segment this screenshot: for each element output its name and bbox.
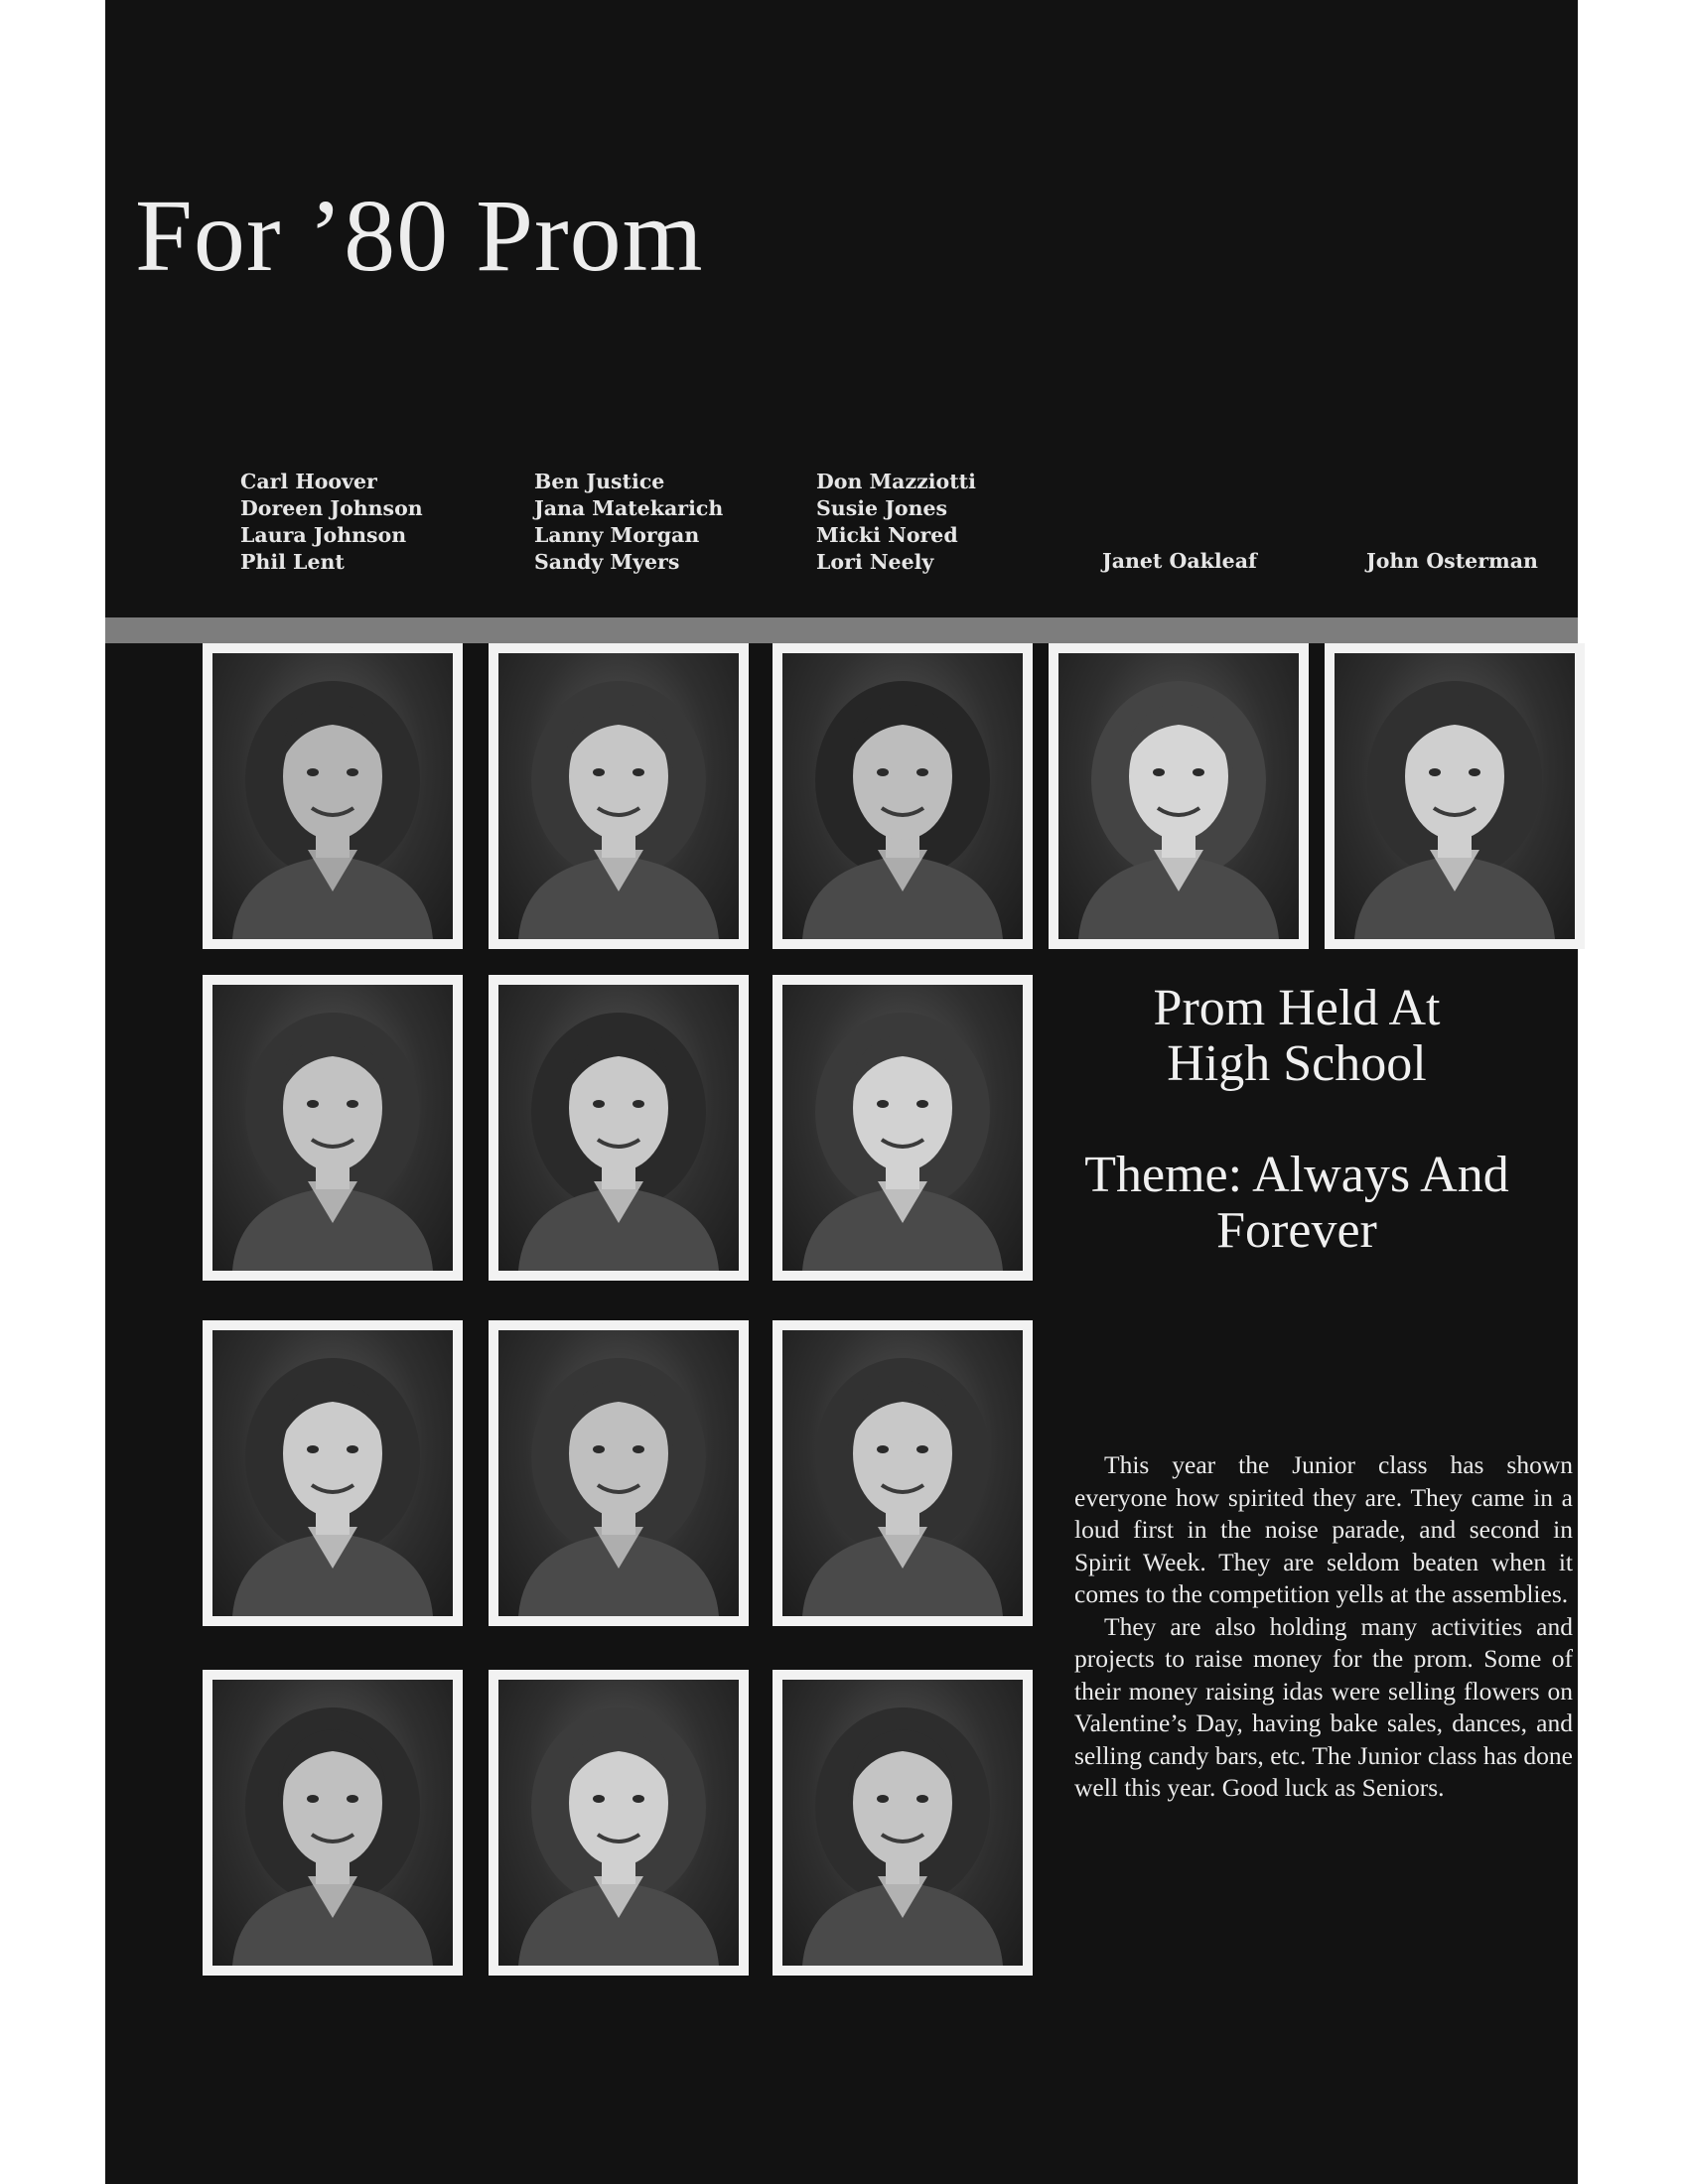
portrait-photo xyxy=(203,643,463,949)
portrait-photo xyxy=(773,975,1033,1281)
portrait-image xyxy=(1335,653,1575,939)
name-column-1 xyxy=(240,469,528,576)
headline-line-2: High School xyxy=(1167,1035,1427,1092)
person-silhouette-icon xyxy=(498,653,739,939)
student-name: Sandy Myers xyxy=(534,550,680,574)
portrait-image xyxy=(782,985,1023,1271)
student-name: Lanny Morgan xyxy=(534,523,700,547)
portrait-image xyxy=(212,653,453,939)
student-name: Carl Hoover xyxy=(240,470,377,493)
portrait-image xyxy=(498,1680,739,1966)
portrait-photo xyxy=(203,1670,463,1976)
person-silhouette-icon xyxy=(498,1680,739,1966)
portrait-photo xyxy=(489,1670,749,1976)
person-silhouette-icon xyxy=(782,985,1023,1271)
headline-line-1: Prom Held At xyxy=(1153,980,1441,1036)
article-paragraph-2: They are also holding many activities and projects to raise money for the prom. Some of their money raising idas were selling flowers on Valentine’s Day, having bake sales, dances, and selling candy bars, etc. The Junior class has done well this year. Good luck as Seniors. xyxy=(1074,1611,1573,1802)
student-name: Phil Lent xyxy=(240,550,345,574)
theme-line-1: Theme: Always And xyxy=(1084,1147,1509,1203)
student-name: Ben Justice xyxy=(534,470,665,493)
theme-heading xyxy=(1039,1148,1555,1259)
page-title: For ’80 Prom xyxy=(135,179,704,293)
portrait-image xyxy=(212,985,453,1271)
name-column-3 xyxy=(816,469,1104,576)
headline xyxy=(1039,981,1555,1092)
student-name-janet: Janet Oakleaf xyxy=(1102,549,1257,573)
portrait-image xyxy=(1058,653,1299,939)
student-name: Laura Johnson xyxy=(240,523,407,547)
name-column-2 xyxy=(534,469,822,576)
portrait-photo xyxy=(773,643,1033,949)
portrait-photo xyxy=(203,975,463,1281)
person-silhouette-icon xyxy=(1335,653,1575,939)
portrait-image xyxy=(498,653,739,939)
portrait-photo xyxy=(203,1320,463,1626)
student-name: Susie Jones xyxy=(816,496,948,520)
portrait-image xyxy=(782,1680,1023,1966)
portrait-photo xyxy=(1325,643,1585,949)
student-name: Lori Neely xyxy=(816,550,934,574)
person-silhouette-icon xyxy=(782,1330,1023,1616)
portrait-image xyxy=(498,1330,739,1616)
student-name: Micki Nored xyxy=(816,523,958,547)
divider-band xyxy=(105,617,1578,643)
student-name: Jana Matekarich xyxy=(534,496,724,520)
student-name: Doreen Johnson xyxy=(240,496,423,520)
person-silhouette-icon xyxy=(212,1330,453,1616)
portrait-photo xyxy=(773,1320,1033,1626)
student-name-john: John Osterman xyxy=(1366,549,1538,573)
portrait-image xyxy=(498,985,739,1271)
person-silhouette-icon xyxy=(782,1680,1023,1966)
portrait-photo xyxy=(489,1320,749,1626)
portrait-photo xyxy=(1049,643,1309,949)
portrait-photo xyxy=(489,643,749,949)
person-silhouette-icon xyxy=(498,985,739,1271)
article-paragraph-1: This year the Junior class has shown everyone how spirited they are. They came in a loud first in the noise parade, and second in Spirit Week. They are seldom beaten when it comes to the competition yells at the assemblies. xyxy=(1074,1450,1573,1608)
person-silhouette-icon xyxy=(1058,653,1299,939)
person-silhouette-icon xyxy=(212,1680,453,1966)
theme-line-2: Forever xyxy=(1216,1202,1377,1259)
portrait-image xyxy=(212,1330,453,1616)
yearbook-page xyxy=(105,0,1578,2184)
portrait-photo xyxy=(773,1670,1033,1976)
person-silhouette-icon xyxy=(498,1330,739,1616)
portrait-image xyxy=(782,653,1023,939)
person-silhouette-icon xyxy=(212,985,453,1271)
portrait-photo xyxy=(489,975,749,1281)
article-text xyxy=(1074,1449,1573,1805)
portrait-image xyxy=(782,1330,1023,1616)
portrait-image xyxy=(212,1680,453,1966)
person-silhouette-icon xyxy=(212,653,453,939)
student-name: Don Mazziotti xyxy=(816,470,976,493)
person-silhouette-icon xyxy=(782,653,1023,939)
